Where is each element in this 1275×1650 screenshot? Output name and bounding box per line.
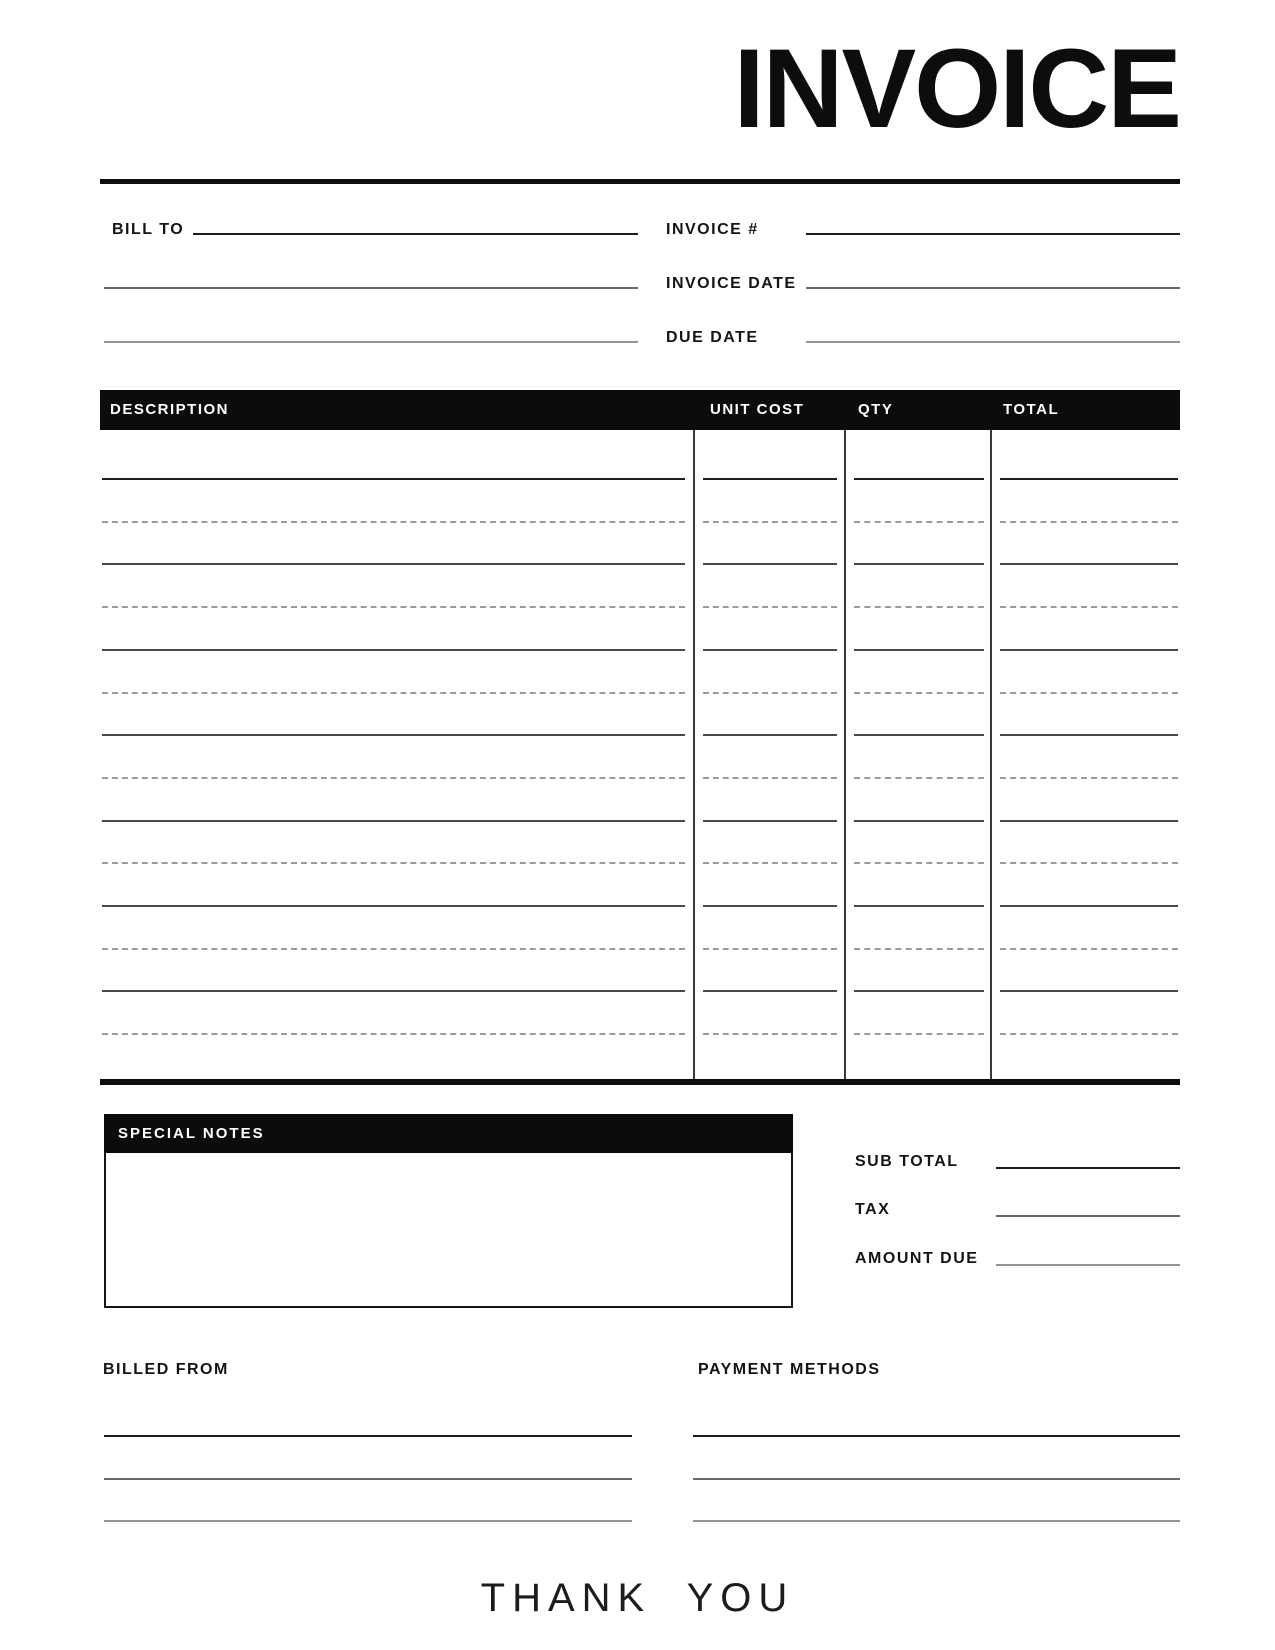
billed-from-line-1[interactable] xyxy=(104,1435,632,1437)
table-cell-line-row4-col3[interactable] xyxy=(854,606,984,608)
table-cell-line-row11-col4[interactable] xyxy=(1000,905,1178,907)
table-cell-line-row8-col4[interactable] xyxy=(1000,777,1178,779)
bill-to-line-2[interactable] xyxy=(104,287,638,289)
bill-to-line-1[interactable] xyxy=(193,233,638,235)
invoice-date-line[interactable] xyxy=(806,287,1180,289)
table-cell-line-row6-col3[interactable] xyxy=(854,692,984,694)
table-cell-line-row1-col3[interactable] xyxy=(854,478,984,480)
table-cell-line-row14-col4[interactable] xyxy=(1000,1033,1178,1035)
thank-you-message: THANK YOU xyxy=(480,1576,795,1620)
payment-methods-line-3[interactable] xyxy=(693,1520,1180,1522)
page-title: INVOICE xyxy=(733,26,1180,151)
table-cell-line-row9-col2[interactable] xyxy=(703,820,837,822)
sub-total-line[interactable] xyxy=(996,1167,1180,1169)
bill-to-label: BILL TO xyxy=(112,221,185,238)
table-cell-line-row13-col2[interactable] xyxy=(703,990,837,992)
table-cell-line-row5-col4[interactable] xyxy=(1000,649,1178,651)
table-cell-line-row12-col1[interactable] xyxy=(102,948,685,950)
table-cell-line-row11-col1[interactable] xyxy=(102,905,685,907)
table-cell-line-row6-col1[interactable] xyxy=(102,692,685,694)
table-cell-line-row13-col3[interactable] xyxy=(854,990,984,992)
column-header-qty: QTY xyxy=(858,401,894,418)
column-separator-qty xyxy=(844,430,846,1082)
table-cell-line-row13-col4[interactable] xyxy=(1000,990,1178,992)
table-cell-line-row8-col1[interactable] xyxy=(102,777,685,779)
items-table-header xyxy=(100,390,1180,430)
table-cell-line-row2-col2[interactable] xyxy=(703,521,837,523)
table-cell-line-row1-col2[interactable] xyxy=(703,478,837,480)
table-cell-line-row3-col4[interactable] xyxy=(1000,563,1178,565)
table-cell-line-row4-col4[interactable] xyxy=(1000,606,1178,608)
special-notes-section xyxy=(104,1114,793,1308)
table-cell-line-row9-col4[interactable] xyxy=(1000,820,1178,822)
table-cell-line-row10-col4[interactable] xyxy=(1000,862,1178,864)
table-cell-line-row3-col2[interactable] xyxy=(703,563,837,565)
tax-line[interactable] xyxy=(996,1215,1180,1217)
table-cell-line-row14-col2[interactable] xyxy=(703,1033,837,1035)
title-divider-rule xyxy=(100,179,1180,184)
table-cell-line-row12-col4[interactable] xyxy=(1000,948,1178,950)
table-cell-line-row10-col2[interactable] xyxy=(703,862,837,864)
table-cell-line-row1-col1[interactable] xyxy=(102,478,685,480)
amount-due-label: AMOUNT DUE xyxy=(855,1250,979,1267)
special-notes-box[interactable] xyxy=(104,1153,793,1308)
invoice-date-label: INVOICE DATE xyxy=(666,275,797,292)
table-cell-line-row2-col1[interactable] xyxy=(102,521,685,523)
table-cell-line-row12-col3[interactable] xyxy=(854,948,984,950)
table-cell-line-row5-col1[interactable] xyxy=(102,649,685,651)
billed-from-line-3[interactable] xyxy=(104,1520,632,1522)
table-cell-line-row2-col4[interactable] xyxy=(1000,521,1178,523)
table-cell-line-row2-col3[interactable] xyxy=(854,521,984,523)
payment-methods-line-1[interactable] xyxy=(693,1435,1180,1437)
table-cell-line-row14-col3[interactable] xyxy=(854,1033,984,1035)
table-cell-line-row7-col2[interactable] xyxy=(703,734,837,736)
table-cell-line-row6-col4[interactable] xyxy=(1000,692,1178,694)
invoice-number-label: INVOICE # xyxy=(666,221,759,238)
table-cell-line-row14-col1[interactable] xyxy=(102,1033,685,1035)
payment-methods-label: PAYMENT METHODS xyxy=(698,1361,881,1378)
sub-total-label: SUB TOTAL xyxy=(855,1153,959,1170)
table-cell-line-row4-col1[interactable] xyxy=(102,606,685,608)
table-cell-line-row9-col3[interactable] xyxy=(854,820,984,822)
special-notes-label: SPECIAL NOTES xyxy=(118,1125,265,1142)
table-cell-line-row5-col2[interactable] xyxy=(703,649,837,651)
table-cell-line-row8-col2[interactable] xyxy=(703,777,837,779)
table-cell-line-row5-col3[interactable] xyxy=(854,649,984,651)
table-cell-line-row7-col3[interactable] xyxy=(854,734,984,736)
table-cell-line-row7-col1[interactable] xyxy=(102,734,685,736)
billed-from-label: BILLED FROM xyxy=(103,1361,229,1378)
special-notes-header xyxy=(104,1114,793,1153)
table-cell-line-row11-col2[interactable] xyxy=(703,905,837,907)
table-cell-line-row3-col1[interactable] xyxy=(102,563,685,565)
table-cell-line-row6-col2[interactable] xyxy=(703,692,837,694)
column-header-description: DESCRIPTION xyxy=(110,401,230,418)
payment-methods-line-2[interactable] xyxy=(693,1478,1180,1480)
billed-from-line-2[interactable] xyxy=(104,1478,632,1480)
table-cell-line-row10-col3[interactable] xyxy=(854,862,984,864)
column-header-unit-cost: UNIT COST xyxy=(710,401,805,418)
items-table-body xyxy=(100,430,1180,1082)
invoice-number-line[interactable] xyxy=(806,233,1180,235)
due-date-label: DUE DATE xyxy=(666,329,759,346)
table-cell-line-row13-col1[interactable] xyxy=(102,990,685,992)
due-date-line[interactable] xyxy=(806,341,1180,343)
table-cell-line-row11-col3[interactable] xyxy=(854,905,984,907)
bill-to-line-3[interactable] xyxy=(104,341,638,343)
amount-due-line[interactable] xyxy=(996,1264,1180,1266)
table-cell-line-row12-col2[interactable] xyxy=(703,948,837,950)
table-cell-line-row3-col3[interactable] xyxy=(854,563,984,565)
table-cell-line-row7-col4[interactable] xyxy=(1000,734,1178,736)
table-cell-line-row1-col4[interactable] xyxy=(1000,478,1178,480)
table-cell-line-row4-col2[interactable] xyxy=(703,606,837,608)
table-bottom-rule xyxy=(100,1079,1180,1085)
column-header-total: TOTAL xyxy=(1003,401,1060,418)
tax-label: TAX xyxy=(855,1201,891,1218)
column-separator-total xyxy=(990,430,992,1082)
column-separator-unit-cost xyxy=(693,430,695,1082)
table-cell-line-row10-col1[interactable] xyxy=(102,862,685,864)
table-cell-line-row8-col3[interactable] xyxy=(854,777,984,779)
table-cell-line-row9-col1[interactable] xyxy=(102,820,685,822)
